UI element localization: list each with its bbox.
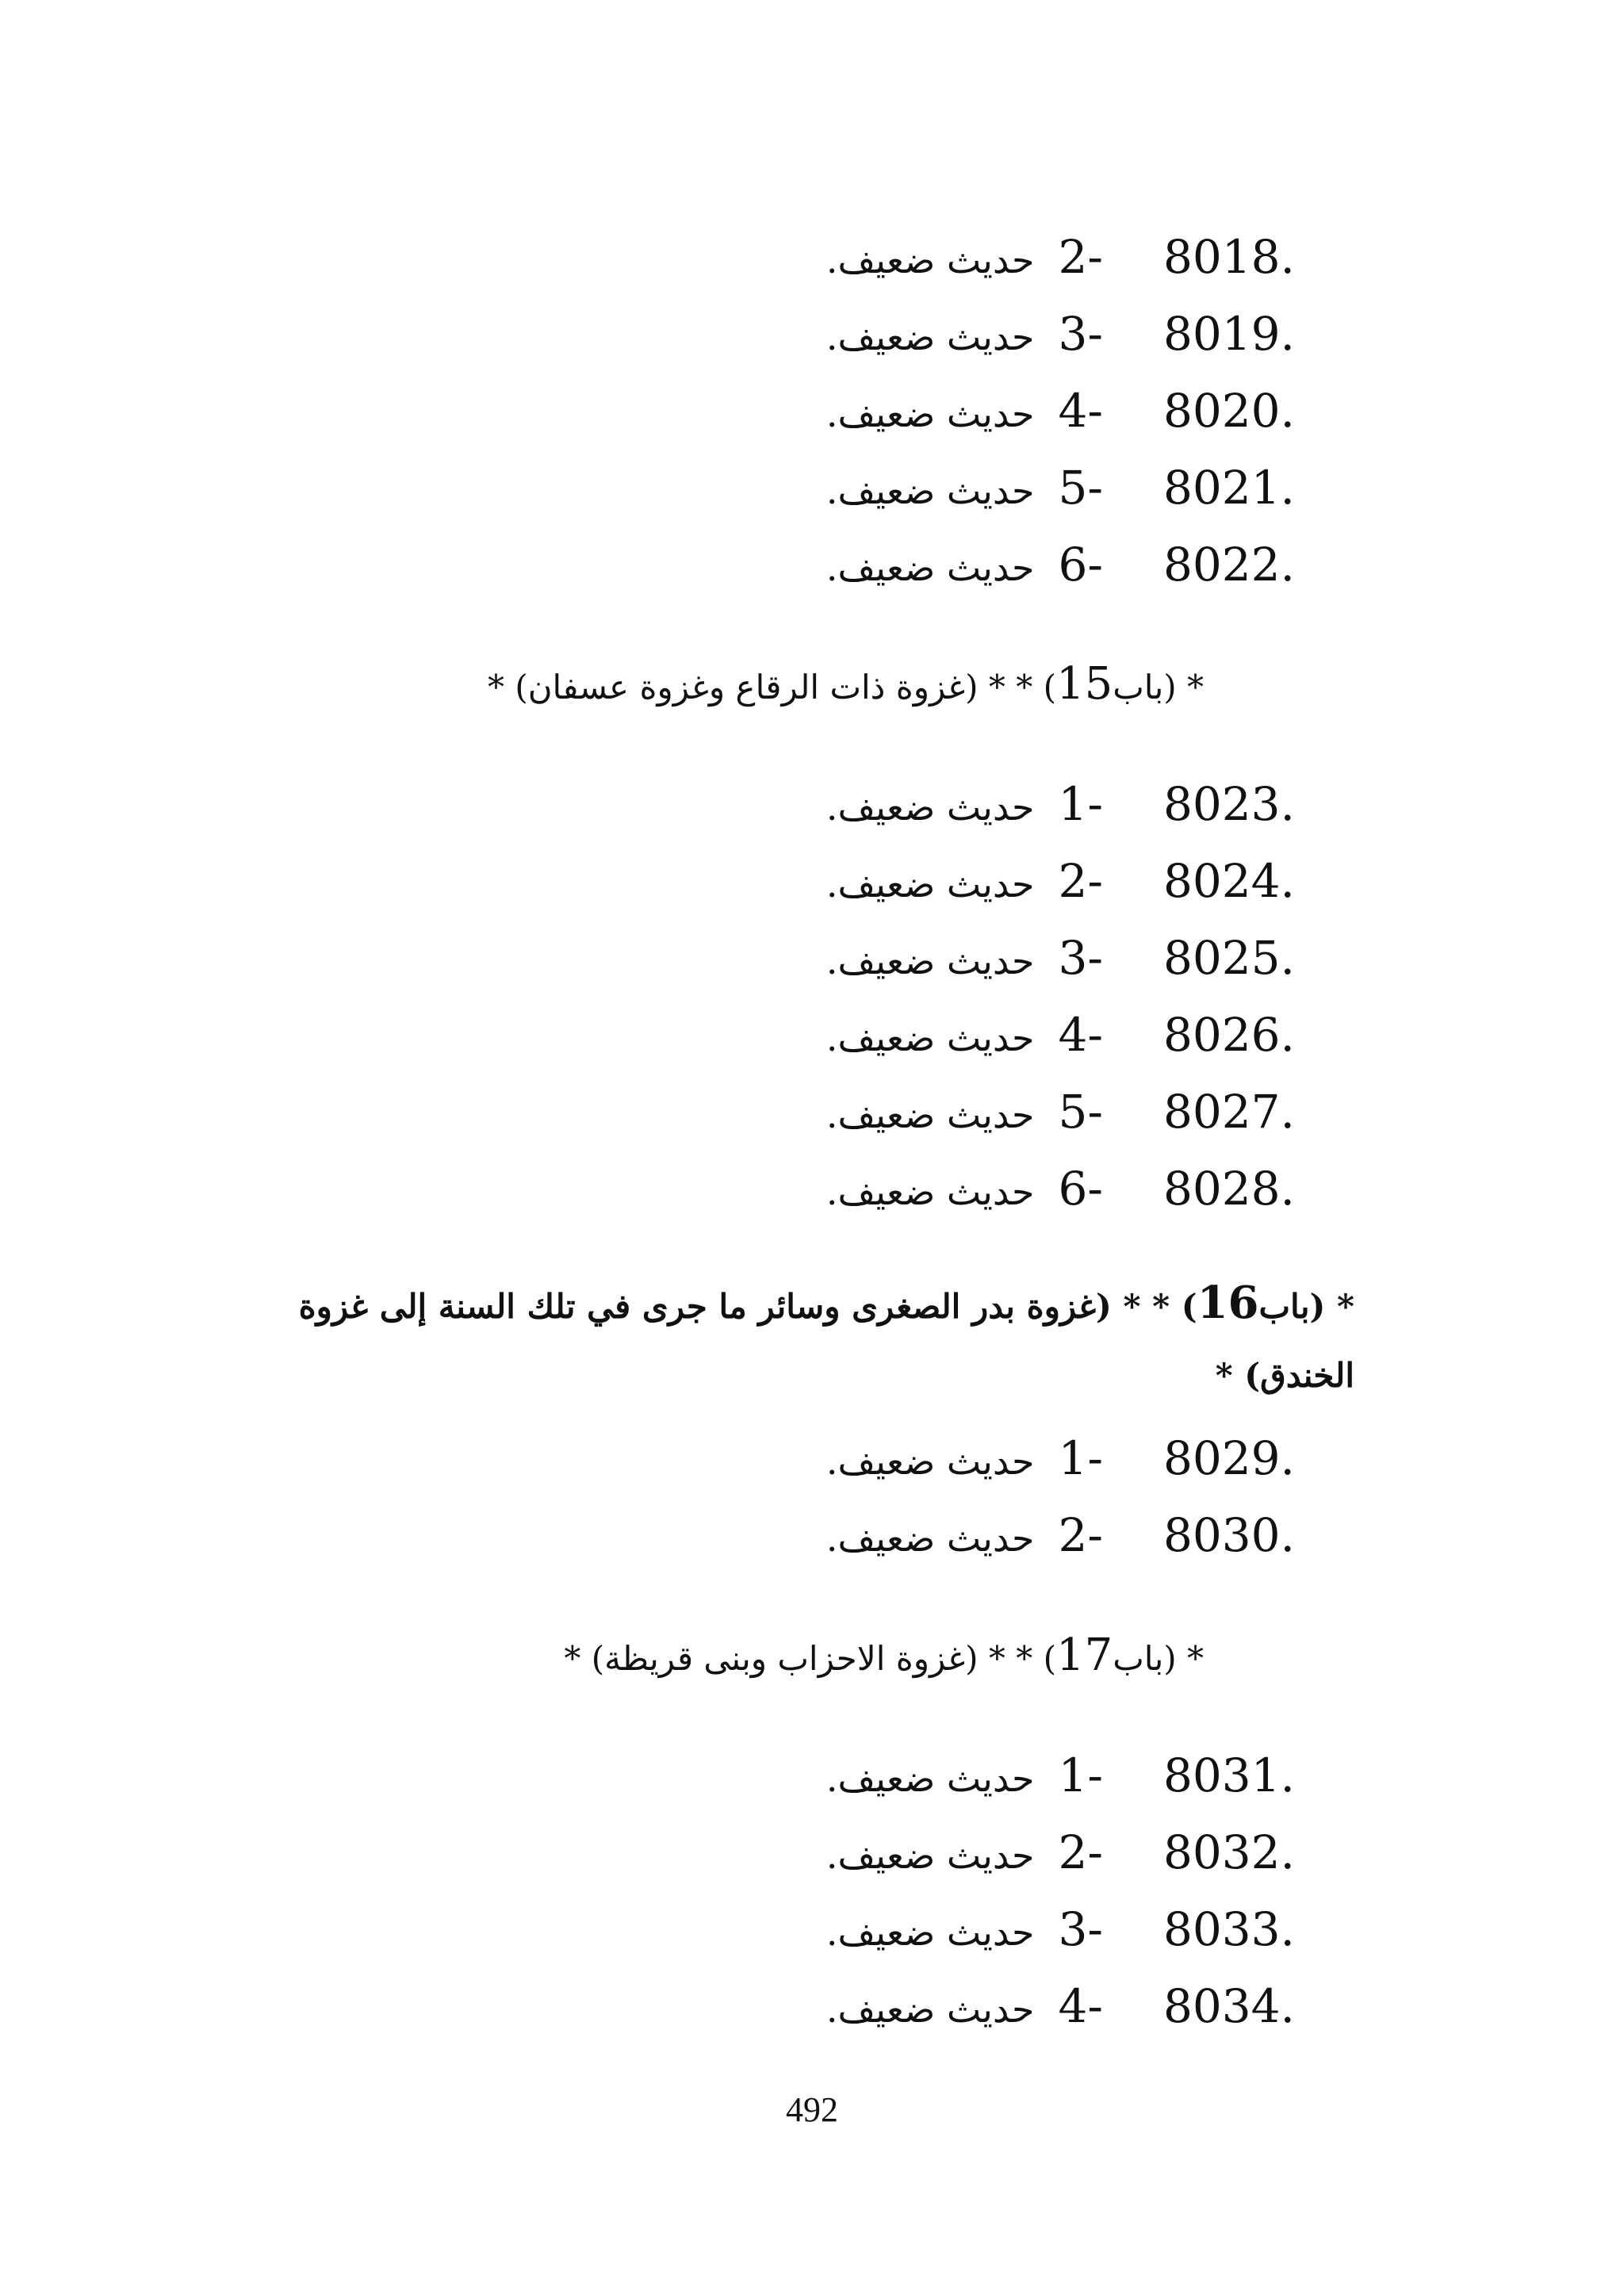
entry-text: حديث ضعيف. bbox=[825, 239, 1035, 281]
entry-sub-number: 3- bbox=[1058, 931, 1103, 985]
entry-sub-number: 4- bbox=[1058, 384, 1103, 438]
entry-text: حديث ضعيف. bbox=[825, 1093, 1035, 1136]
list-item bbox=[826, 384, 1295, 447]
entry-sub-number: 2- bbox=[1058, 1508, 1103, 1562]
heading-title: ) * * (غزوة بدر الصغرى وسائر ما جرى في تلك السنة إلى غزوة bbox=[298, 1287, 1197, 1326]
entry-number: 8034. bbox=[1162, 1979, 1295, 2033]
entry-number: 8032. bbox=[1162, 1825, 1295, 1879]
entry-text: حديث ضعيف. bbox=[825, 1517, 1035, 1560]
entry-sub-number: 1- bbox=[1058, 777, 1103, 831]
entry-sub-number: 1- bbox=[1058, 1431, 1103, 1485]
entry-number: 8018. bbox=[1162, 230, 1295, 284]
heading-prefix: * (باب bbox=[1113, 668, 1204, 707]
list-item bbox=[826, 1979, 1295, 2043]
list-item bbox=[826, 1162, 1295, 1225]
entry-sub-number: 6- bbox=[1058, 1162, 1103, 1216]
entry-text: حديث ضعيف. bbox=[825, 1170, 1035, 1213]
entry-number: 8027. bbox=[1162, 1085, 1295, 1139]
entry-sub-number: 6- bbox=[1058, 538, 1103, 592]
heading-prefix: * (باب bbox=[1258, 1287, 1354, 1326]
entry-text: حديث ضعيف. bbox=[825, 469, 1035, 512]
list-item bbox=[826, 538, 1295, 601]
entry-number: 8028. bbox=[1162, 1162, 1295, 1216]
entry-text: حديث ضعيف. bbox=[825, 940, 1035, 982]
entry-number: 8024. bbox=[1162, 854, 1295, 908]
entry-sub-number: 4- bbox=[1058, 1008, 1103, 1062]
heading-title-continued: الخندق) * bbox=[1215, 1356, 1354, 1395]
list-item bbox=[826, 230, 1295, 293]
list-item bbox=[826, 931, 1295, 994]
section-heading-bab-16-line2 bbox=[1216, 1356, 1354, 1395]
entry-sub-number: 4- bbox=[1058, 1979, 1103, 2033]
section-heading-bab-15 bbox=[488, 658, 1204, 710]
list-item bbox=[826, 1008, 1295, 1071]
entry-sub-number: 3- bbox=[1058, 307, 1103, 361]
entry-number: 8023. bbox=[1162, 777, 1295, 831]
entry-number: 8021. bbox=[1162, 461, 1295, 515]
list-item bbox=[826, 307, 1295, 370]
list-item bbox=[826, 1825, 1295, 1889]
entry-number: 8020. bbox=[1162, 384, 1295, 438]
entry-number: 8019. bbox=[1162, 307, 1295, 361]
heading-title: ) * * (غزوة الاحزاب وبنى قريظة) * bbox=[564, 1639, 1056, 1678]
section-heading-bab-17 bbox=[564, 1630, 1204, 1681]
entry-sub-number: 5- bbox=[1058, 1085, 1103, 1139]
entry-text: حديث ضعيف. bbox=[825, 1440, 1035, 1483]
section-heading-bab-16 bbox=[299, 1277, 1354, 1329]
entry-text: حديث ضعيف. bbox=[825, 393, 1035, 435]
entry-text: حديث ضعيف. bbox=[825, 1757, 1035, 1800]
list-item bbox=[826, 1902, 1295, 1966]
entry-sub-number: 3- bbox=[1058, 1902, 1103, 1956]
entry-number: 8031. bbox=[1162, 1748, 1295, 1802]
entry-number: 8033. bbox=[1162, 1902, 1295, 1956]
entry-text: حديث ضعيف. bbox=[825, 1017, 1035, 1059]
entry-sub-number: 2- bbox=[1058, 854, 1103, 908]
list-item bbox=[826, 1508, 1295, 1572]
list-item bbox=[826, 461, 1295, 524]
heading-title: ) * * (غزوة ذات الرقاع وغزوة عسفان) * bbox=[487, 668, 1056, 707]
entry-text: حديث ضعيف. bbox=[825, 546, 1035, 589]
heading-prefix: * (باب bbox=[1113, 1639, 1204, 1678]
list-item bbox=[826, 1085, 1295, 1148]
entry-text: حديث ضعيف. bbox=[825, 316, 1035, 358]
entry-text: حديث ضعيف. bbox=[825, 1911, 1035, 1954]
entry-text: حديث ضعيف. bbox=[825, 1834, 1035, 1877]
entry-sub-number: 5- bbox=[1058, 461, 1103, 515]
entry-text: حديث ضعيف. bbox=[825, 863, 1035, 906]
entry-text: حديث ضعيف. bbox=[825, 786, 1035, 829]
list-item bbox=[826, 1431, 1295, 1495]
entry-number: 8025. bbox=[1162, 931, 1295, 985]
heading-number: 17 bbox=[1055, 1630, 1113, 1681]
entry-text: حديث ضعيف. bbox=[825, 1988, 1035, 2031]
list-item bbox=[826, 1748, 1295, 1812]
list-item bbox=[826, 777, 1295, 841]
entry-sub-number: 2- bbox=[1058, 230, 1103, 284]
entry-sub-number: 1- bbox=[1058, 1748, 1103, 1802]
heading-number: 15 bbox=[1055, 658, 1113, 710]
entry-number: 8026. bbox=[1162, 1008, 1295, 1062]
entry-number: 8030. bbox=[1162, 1508, 1295, 1562]
list-item bbox=[826, 854, 1295, 917]
heading-number: 16 bbox=[1197, 1277, 1259, 1329]
entry-number: 8029. bbox=[1162, 1431, 1295, 1485]
page-number: 492 bbox=[786, 2090, 838, 2129]
entry-number: 8022. bbox=[1162, 538, 1295, 592]
entry-sub-number: 2- bbox=[1058, 1825, 1103, 1879]
